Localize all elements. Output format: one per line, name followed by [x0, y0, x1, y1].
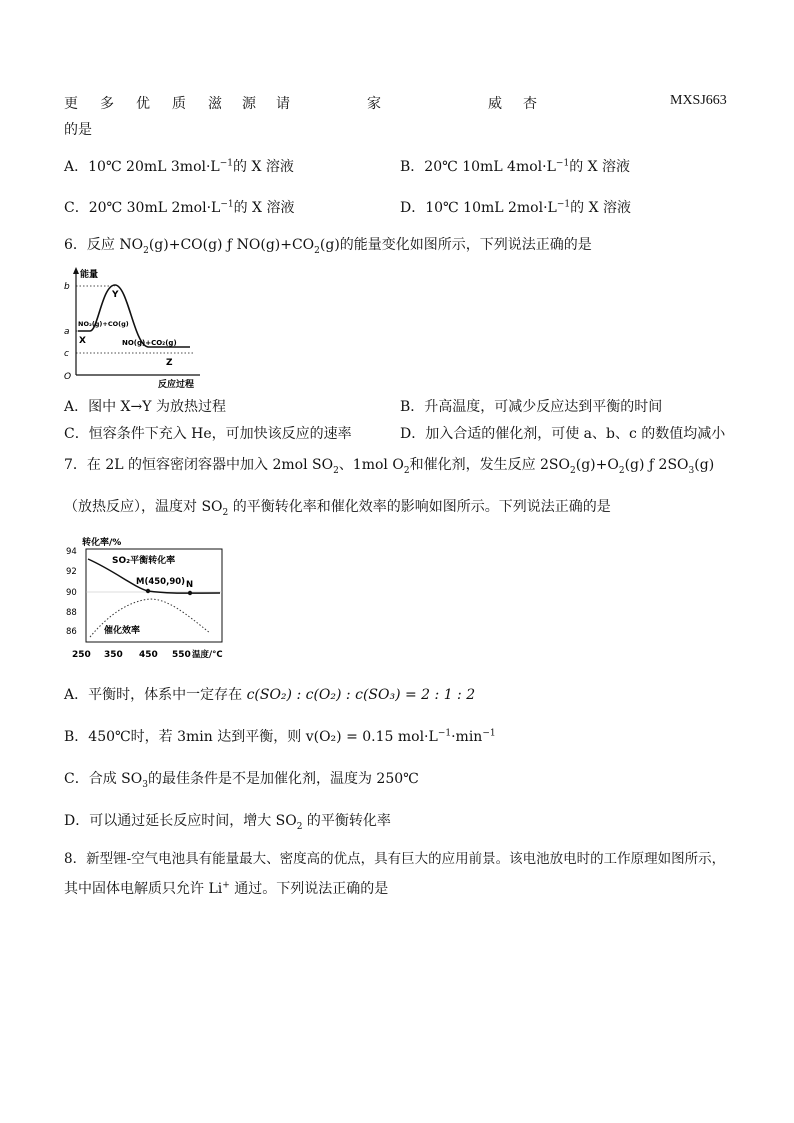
option-text: A．平衡时，体系中一定存在	[64, 687, 247, 703]
q6-stem-part: NO(g)+CO	[236, 237, 315, 253]
q5-option-d[interactable]	[400, 197, 631, 217]
q8-stem-line1: 8．新型锂-空气电池具有能量最大、密度高的优点，具有巨大的应用前景。该电池放电时的工作原理如图所示，	[64, 851, 726, 867]
energy-curve	[78, 285, 190, 347]
q7-stem-part: (g)	[694, 457, 715, 473]
option-text: 的最佳条件是不是加催化剂，温度为 250℃	[147, 771, 419, 787]
option-expression: c(SO₂) : c(O₂) : c(SO₃) = 2 : 1 : 2	[246, 687, 476, 703]
q7-option-b[interactable]	[64, 726, 496, 746]
q6-stem-part: ƒ	[222, 237, 237, 253]
option-text: 20℃ 10mL 4mol·L	[424, 159, 556, 175]
subscript: 2	[333, 465, 339, 476]
option-expression: v(O₂) = 0.15 mol·L	[305, 729, 438, 745]
q6-option-d[interactable]: D．加入合适的催化剂，可使 a、b、c 的数值均减小	[400, 426, 726, 442]
y-tick: 92	[66, 567, 77, 577]
q7-option-a[interactable]	[64, 684, 475, 704]
products-label: NO(g)+CO₂(g)	[122, 339, 177, 347]
q7-stem-line2	[64, 498, 611, 516]
option-sup: −1	[220, 199, 234, 210]
header-char: 多	[100, 96, 114, 112]
option-rest: 的 X 溶液	[569, 159, 631, 175]
option-text: 10℃ 10mL 2mol·L	[425, 200, 557, 216]
q5-option-b[interactable]	[400, 156, 630, 176]
option-text: B．450℃时，若 3min 达到平衡，则	[64, 729, 306, 745]
point-n	[188, 591, 192, 595]
header-char: 威	[488, 96, 502, 112]
q6-stem-part: (g)+CO(g)	[148, 237, 223, 253]
subscript: 2	[222, 507, 229, 518]
y-axis-label: 能量	[80, 270, 99, 280]
option-text: 10℃ 20mL 3mol·L	[88, 159, 220, 175]
option-sup: −1	[437, 728, 452, 739]
q5-option-c[interactable]	[64, 197, 294, 217]
subscript: 2	[314, 245, 320, 256]
reactants-label: NO₂(g)+CO(g)	[78, 320, 129, 328]
option-rest: 的 X 溶液	[570, 200, 631, 216]
x-axis-label: 反应过程	[158, 380, 195, 390]
q8-stem-line2	[64, 880, 388, 898]
q5-stem-tail: 的是	[64, 122, 92, 138]
y-axis-label: 转化率/%	[82, 538, 122, 548]
q7-stem-part: (g) ƒ 2SO	[624, 457, 689, 473]
y-tick: 94	[66, 547, 77, 557]
option-sup: −1	[555, 158, 570, 169]
subscript: 2	[570, 465, 576, 476]
series-catalyst-label: 催化效率	[104, 626, 141, 636]
option-letter: B．	[400, 159, 425, 175]
q7-stem-part: (g)+O	[575, 457, 619, 473]
y-tick: 88	[66, 608, 77, 618]
header-char: 滋	[208, 96, 222, 112]
header-char: 质	[172, 96, 186, 112]
subscript: 2	[296, 821, 303, 832]
option-letter: C．	[64, 200, 89, 216]
subscript: 2	[618, 465, 625, 476]
tick-b: b	[64, 282, 70, 292]
header-code: MXSJ663	[670, 93, 727, 108]
option-rest: 的 X 溶液	[233, 200, 295, 216]
label-z: Z	[166, 358, 173, 368]
tick-a: a	[64, 327, 70, 337]
q6-option-b[interactable]: B．升高温度，可减少反应达到平衡的时间	[400, 399, 663, 415]
q7-option-d[interactable]	[64, 810, 391, 830]
superscript: +	[222, 880, 230, 891]
y-axis-arrow	[73, 267, 79, 274]
series-so2-label: SO₂平衡转化率	[112, 556, 176, 566]
option-text: 的平衡转化率	[302, 813, 391, 829]
option-letter: A．	[64, 159, 89, 175]
y-tick: 90	[66, 588, 77, 598]
conversion-chart	[60, 533, 235, 665]
point-m-label: M(450,90)	[136, 577, 186, 587]
q8-stem-part: 通过。下列说法正确的是	[229, 881, 389, 897]
option-sup: −1	[219, 158, 234, 169]
point-m	[146, 589, 150, 593]
option-text: D．可以通过延长反应时间，增大 SO	[64, 813, 297, 829]
option-sup: −1	[482, 728, 496, 739]
x-tick: 450	[139, 650, 158, 660]
x-tick: 350	[104, 650, 123, 660]
subscript: 2	[403, 465, 410, 476]
header-char: 家	[367, 96, 381, 112]
option-rest: 的 X 溶液	[233, 159, 294, 175]
option-letter: D．	[400, 200, 426, 216]
header-char: 源	[242, 96, 256, 112]
q7-stem-part: 和催化剂，发生反应 2SO	[409, 457, 571, 473]
y-tick: 86	[66, 627, 77, 637]
subscript: 3	[142, 779, 148, 790]
option-text: C．合成 SO	[64, 771, 143, 787]
q7-stem-part: （放热反应），温度对 SO	[64, 499, 223, 515]
tick-c: c	[64, 349, 69, 359]
header-char: 请	[276, 96, 290, 112]
q8-stem-part: 其中固体电解质只允许 Li	[64, 881, 223, 897]
q7-stem-part: 7．在 2L 的恒容密闭容器中加入 2mol SO	[64, 457, 334, 473]
subscript: 2	[143, 245, 149, 256]
q5-option-a[interactable]	[64, 156, 294, 176]
q6-stem	[64, 236, 592, 254]
point-n-label: N	[186, 580, 194, 590]
q6-option-a[interactable]: A．图中 X→Y 为放热过程	[64, 399, 226, 415]
q6-option-c[interactable]: C．恒容条件下充入 He，可加快该反应的速率	[64, 426, 352, 442]
header-char: 优	[136, 96, 150, 112]
origin-label: O	[64, 372, 72, 382]
x-axis-label: 温度/°C	[192, 650, 223, 660]
q7-stem-part: 的平衡转化率和催化效率的影响如图所示。下列说法正确的是	[228, 499, 611, 515]
header-char: 杏	[523, 96, 537, 112]
option-text: ·min	[451, 729, 483, 745]
q7-stem-line1	[64, 456, 714, 474]
q7-option-c[interactable]	[64, 768, 419, 788]
x-tick: 250	[72, 650, 91, 660]
option-sup: −1	[556, 199, 571, 210]
x-tick: 550	[172, 650, 191, 660]
q6-stem-part: (g)的能量变化如图所示，下列说法正确的是	[319, 237, 592, 253]
header-char: 更	[64, 96, 78, 112]
energy-diagram	[60, 265, 210, 390]
option-text: 20℃ 30mL 2mol·L	[88, 200, 221, 216]
q6-stem-part: 6．反应 NO	[64, 237, 144, 253]
label-y: Y	[112, 290, 119, 300]
label-x: X	[79, 336, 86, 346]
subscript: 3	[688, 465, 695, 476]
q7-stem-part: 、1mol O	[338, 457, 404, 473]
